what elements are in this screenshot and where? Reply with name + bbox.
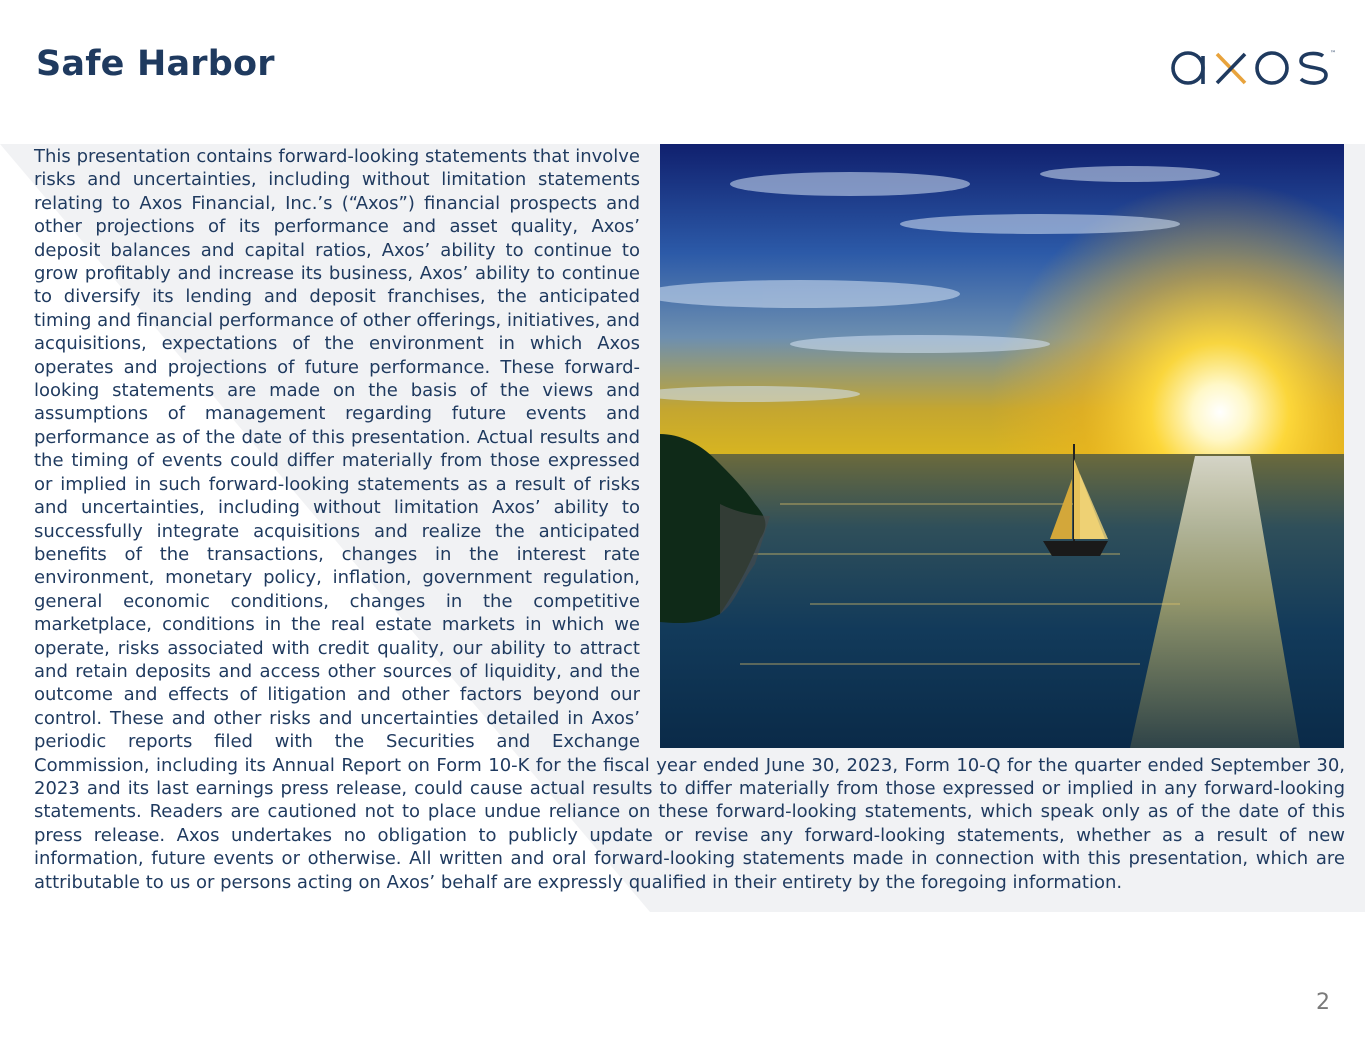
safe-harbor-text: This presentation contains forward-looking statements that involve risks and uncertainties, including without limitation statements relating to Axos Financial, Inc.’s (“Axos”) financial prospects and other projections of its performance and asset quality, Axos’ deposit balances and capital ratios, Axos’ ability to continue to grow profitably and increase its business, Axos’ ability to continue to diversify its lending and deposit franchises, the anticipated timing and financial performance of other offerings, initiatives, and acquisitions, expectations of the environment in which Axos operates and projections of future performance. These forward-looking statements are made on the basis of the views and assumptions of management regarding future events and performance as of the date of this presentation. Actual results and the timing of events could differ materially from those expressed or implied in such forward-looking statements as a result of risks and uncertainties, including without limitation Axos’ ability to successfully integrate acquisitions and realize the anticipated benefits of the transactions, changes in the interest rate environment, monetary policy, inflation, government regulation, general economic conditions, changes in the competitive marketplace, conditions in the real estate markets in which we operate, risks associated with credit quality, our ability to attract and retain deposits and access other sources of liquidity, and the outcome and effects of litigation and other factors beyond our control. These and other risks and uncertainties detailed in Axos’ periodic reports filed with the Securities and Exchange Commission, including its Annual Report on Form 10-K for the fiscal year ended June 30, 2023, Form 10-Q for the quarter ended September 30, 2023 and its last earnings press release, could cause actual results to differ materially from those expressed or implied in any forward-looking statements. Readers are cautioned not to place undue reliance on these forward-looking statements, which speak only as of the date of this press release. Axos undertakes no obligation to publicly update or revise any forward-looking statements, whether as a result of new information, future events or otherwise. All written and oral forward-looking statements made in connection with this presentation, which are attributable to us or persons acting on Axos’ behalf are expressly qualified in their entirety by the foregoing information.: [34, 146, 1345, 893]
page-title: Safe Harbor: [36, 44, 275, 84]
page-number: 2: [1316, 990, 1330, 1015]
axos-logo: [1170, 46, 1340, 90]
logo-trademark: ™: [1330, 50, 1336, 57]
image-wrap-spacer: [640, 145, 1345, 750]
safe-harbor-body: [34, 145, 1345, 894]
